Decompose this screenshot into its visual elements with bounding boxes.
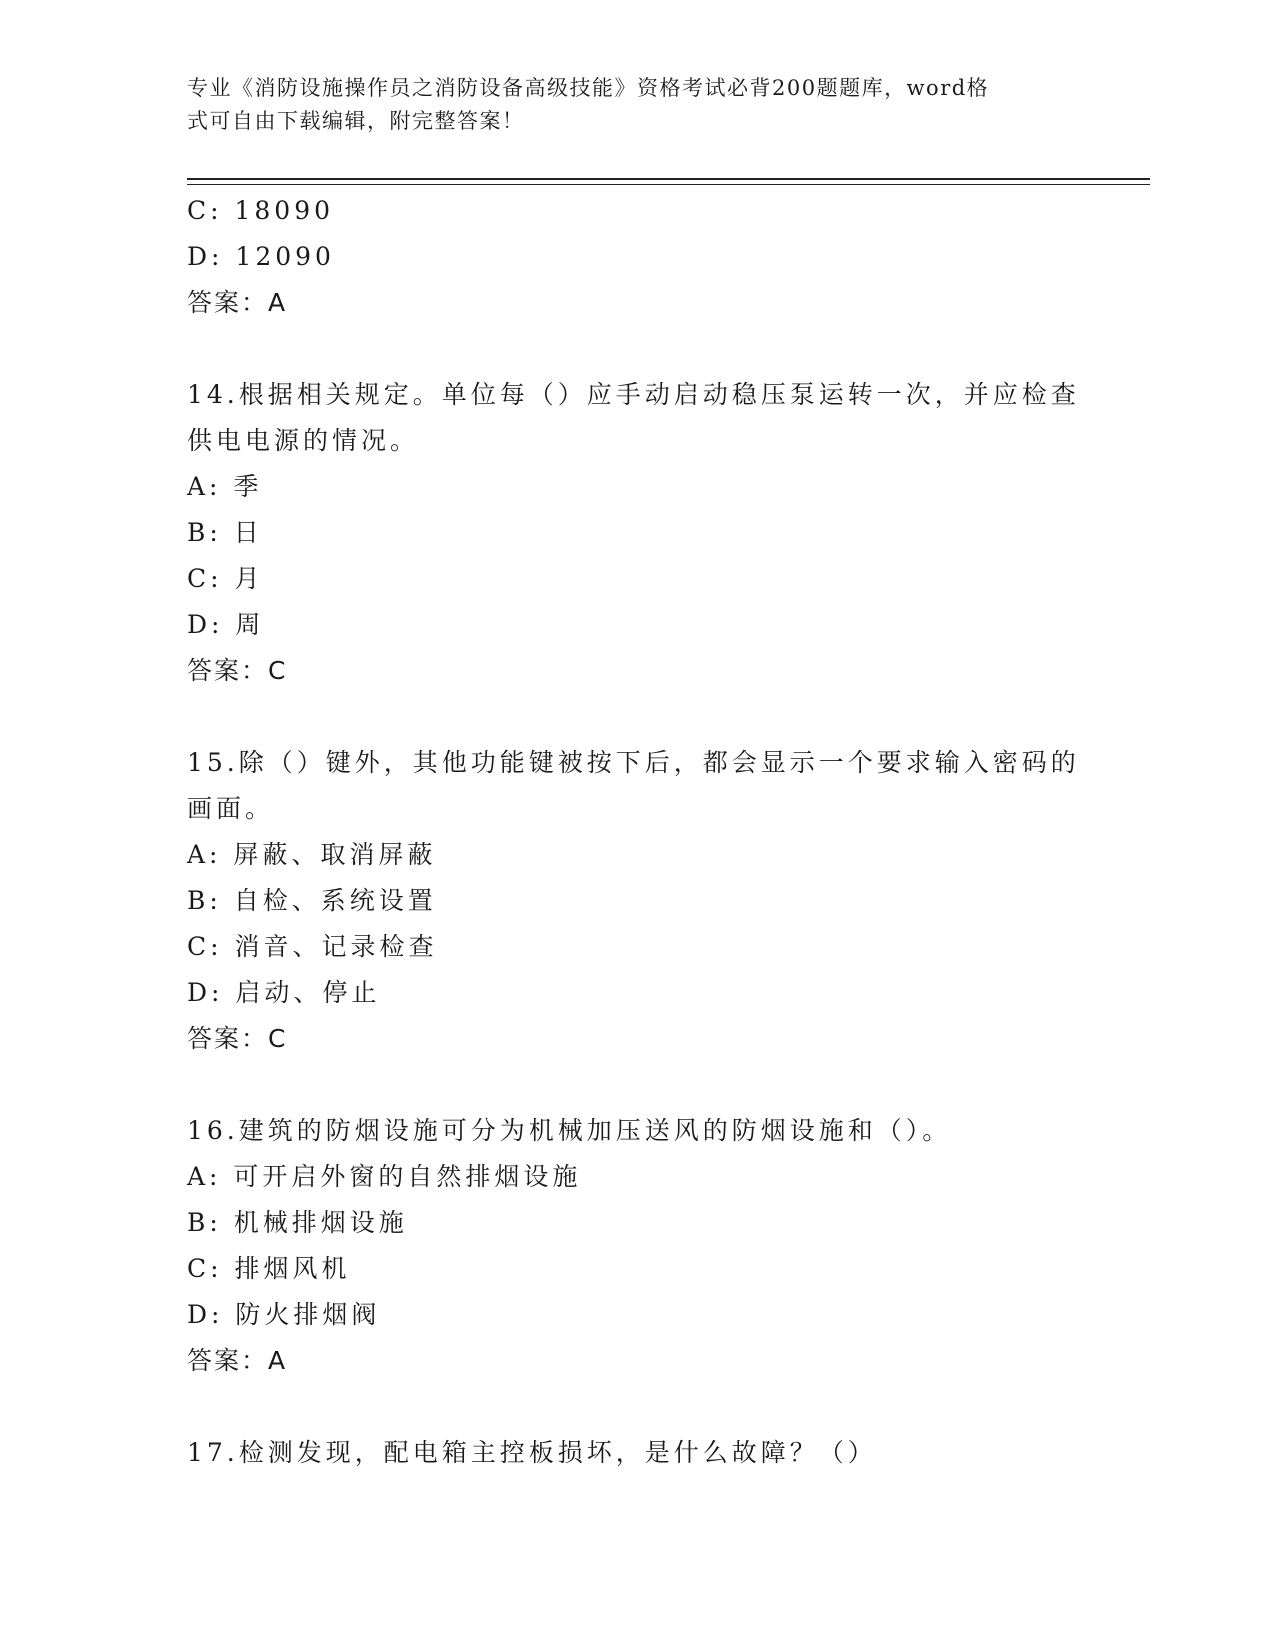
answer-line: 答案：C <box>187 1024 288 1053</box>
header-divider-thin <box>187 184 1150 185</box>
header-divider <box>187 178 1150 180</box>
option-b: B: 日 <box>187 518 263 547</box>
question-stem: 17.检测发现，配电箱主控板损坏，是什么故障？（） <box>187 1438 877 1467</box>
option-a: A: 屏蔽、取消屏蔽 <box>187 840 437 869</box>
answer-line: 答案：A <box>187 1346 288 1375</box>
question-stem: 供电电源的情况。 <box>187 426 420 455</box>
option-a: A: 可开启外窗的自然排烟设施 <box>187 1162 582 1191</box>
question-stem: 画面。 <box>187 794 275 823</box>
question-stem: 15.除（）键外，其他功能键被按下后，都会显示一个要求输入密码的 <box>187 748 1080 777</box>
option-d: D: 启动、停止 <box>187 978 381 1007</box>
option-c: C: 排烟风机 <box>187 1254 351 1283</box>
option-d: D: 12090 <box>187 242 335 271</box>
answer-line: 答案：A <box>187 288 288 317</box>
option-d: D: 防火排烟阀 <box>187 1300 381 1329</box>
option-a: A: 季 <box>187 472 263 501</box>
option-c: C: 18090 <box>187 196 335 225</box>
question-stem: 16.建筑的防烟设施可分为机械加压送风的防烟设施和（）。 <box>187 1116 952 1145</box>
answer-line: 答案：C <box>187 656 288 685</box>
option-b: B: 自检、系统设置 <box>187 886 437 915</box>
header-line-1: 专业《消防设施操作员之消防设备高级技能》资格考试必背200题题库，word格 <box>187 76 990 100</box>
question-stem: 14.根据相关规定。单位每（）应手动启动稳压泵运转一次，并应检查 <box>187 380 1080 409</box>
header-line-2: 式可自由下载编辑，附完整答案！ <box>187 109 525 133</box>
option-b: B: 机械排烟设施 <box>187 1208 408 1237</box>
option-c: C: 消音、记录检查 <box>187 932 438 961</box>
document-header <box>187 72 1087 138</box>
option-c: C: 月 <box>187 564 264 593</box>
question-list <box>187 188 1087 1476</box>
option-d: D: 周 <box>187 610 265 639</box>
